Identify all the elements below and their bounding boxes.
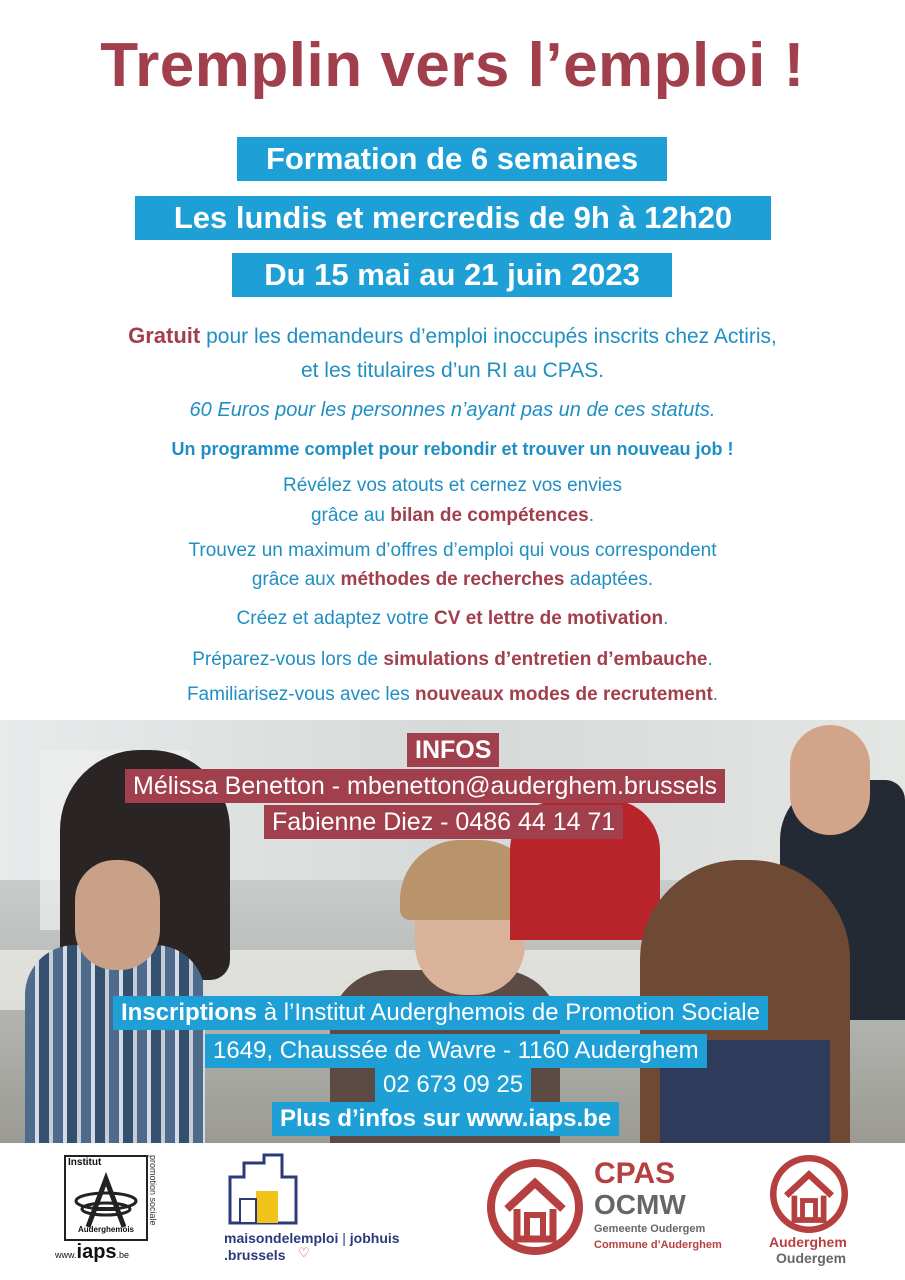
program-item-1-line-1: Révélez vos atouts et cernez vos envies (282, 475, 622, 496)
mde-name: maisondelemploi (224, 1230, 339, 1246)
oudergem-text: Oudergem (776, 1250, 847, 1266)
iaps-www: www. (55, 1250, 77, 1260)
person-left-shirt (25, 945, 205, 1143)
gemeente-text: Gemeente Oudergem (594, 1223, 706, 1235)
inscriptions-phone: 02 673 09 25 (375, 1068, 531, 1102)
free-line-rest: pour les demandeurs d’emploi inoccupés inscrits chez Actiris, (200, 325, 777, 348)
inscriptions-rest: à l’Institut Auderghemois de Promotion Sociale (257, 999, 760, 1026)
mde-jobhuis: jobhuis (349, 1230, 400, 1246)
program-item-5 (0, 681, 905, 709)
item4-post: . (707, 649, 713, 670)
item3-post: . (663, 608, 669, 629)
item5-pre: Familiarisez-vous avec les (186, 684, 416, 705)
program-item-1-line-2 (0, 502, 905, 530)
iaps-logo (64, 1155, 148, 1241)
iaps-side-text: promotion sociale (148, 1155, 158, 1226)
iaps-url (55, 1241, 129, 1264)
cpas-text: CPAS (594, 1157, 676, 1190)
item1-emphasis: bilan de compétences (390, 505, 589, 526)
pricing-paid-line: 60 Euros pour les personnes n’ayant pas un de ces statuts. (189, 399, 716, 421)
person-left-head (75, 860, 160, 970)
mde-sep: | (338, 1230, 350, 1246)
free-label: Gratuit (128, 323, 201, 348)
pricing-free-line-2: et les titulaires d’un RI au CPAS. (300, 359, 605, 382)
item3-pre: Créez et adaptez votre (236, 608, 435, 629)
program-item-3 (0, 605, 905, 633)
contact-melissa: Mélissa Benetton - mbenetton@auderghem.brussels (125, 769, 725, 803)
item4-pre: Préparez-vous lors de (192, 649, 384, 670)
auderghem-house-icon (770, 1155, 848, 1233)
item3-emphasis: CV et lettre de motivation (434, 608, 664, 629)
dates-banner: Du 15 mai au 21 juin 2023 (232, 253, 672, 297)
program-item-2-line-1: Trouvez un maximum d’offres d’emploi qui vous correspondent (188, 540, 717, 561)
item4-emphasis: simulations d’entretien d’embauche (383, 649, 708, 670)
formation-banner: Formation de 6 semaines (237, 137, 667, 181)
program-item-2-line-2 (0, 566, 905, 594)
item2-post: adaptées. (564, 569, 654, 590)
ocmw-text: OCMW (594, 1189, 686, 1220)
pricing-free-line (0, 322, 905, 351)
iaps-institut-text: Institut (68, 1157, 102, 1168)
inscriptions-label: Inscriptions (121, 999, 258, 1026)
commune-text: Commune d’Auderghem (594, 1239, 722, 1251)
person-right-head (790, 725, 870, 835)
item5-post: . (712, 684, 719, 705)
footer-logos (0, 1143, 905, 1280)
item5-emphasis: nouveaux modes de recrutement (415, 684, 713, 705)
iaps-auderghemois-text: Auderghemois (78, 1225, 135, 1234)
heart-icon: ♡ (298, 1245, 310, 1260)
inscriptions-website[interactable]: Plus d’infos sur www.iaps.be (272, 1102, 619, 1136)
inscriptions-line (113, 996, 768, 1030)
item1-post: . (588, 505, 595, 526)
maisondelemploi-house-icon (226, 1153, 301, 1225)
item2-emphasis: méthodes de recherches (340, 569, 565, 590)
office-photo (0, 720, 905, 1143)
iaps-tld: .be (116, 1250, 130, 1260)
infos-heading: INFOS (407, 733, 499, 767)
auderghem-text: Auderghem (769, 1234, 847, 1250)
item2-pre: grâce aux (251, 569, 341, 590)
iaps-name: iaps (76, 1241, 117, 1263)
inscriptions-address: 1649, Chaussée de Wavre - 1160 Auderghem (205, 1034, 707, 1068)
maisondelemploi-brussels: .brussels (224, 1247, 286, 1263)
contact-fabienne: Fabienne Diez - 0486 44 14 71 (264, 805, 623, 839)
schedule-banner: Les lundis et mercredis de 9h à 12h20 (135, 196, 771, 240)
program-headline: Un programme complet pour rebondir et trouver un nouveau job ! (171, 439, 734, 459)
page-title: Tremplin vers l’emploi ! (100, 31, 805, 100)
program-item-4 (0, 646, 905, 674)
item1-pre: grâce au (310, 505, 391, 526)
cpas-house-icon (487, 1159, 583, 1255)
maisondelemploi-text (224, 1230, 400, 1246)
